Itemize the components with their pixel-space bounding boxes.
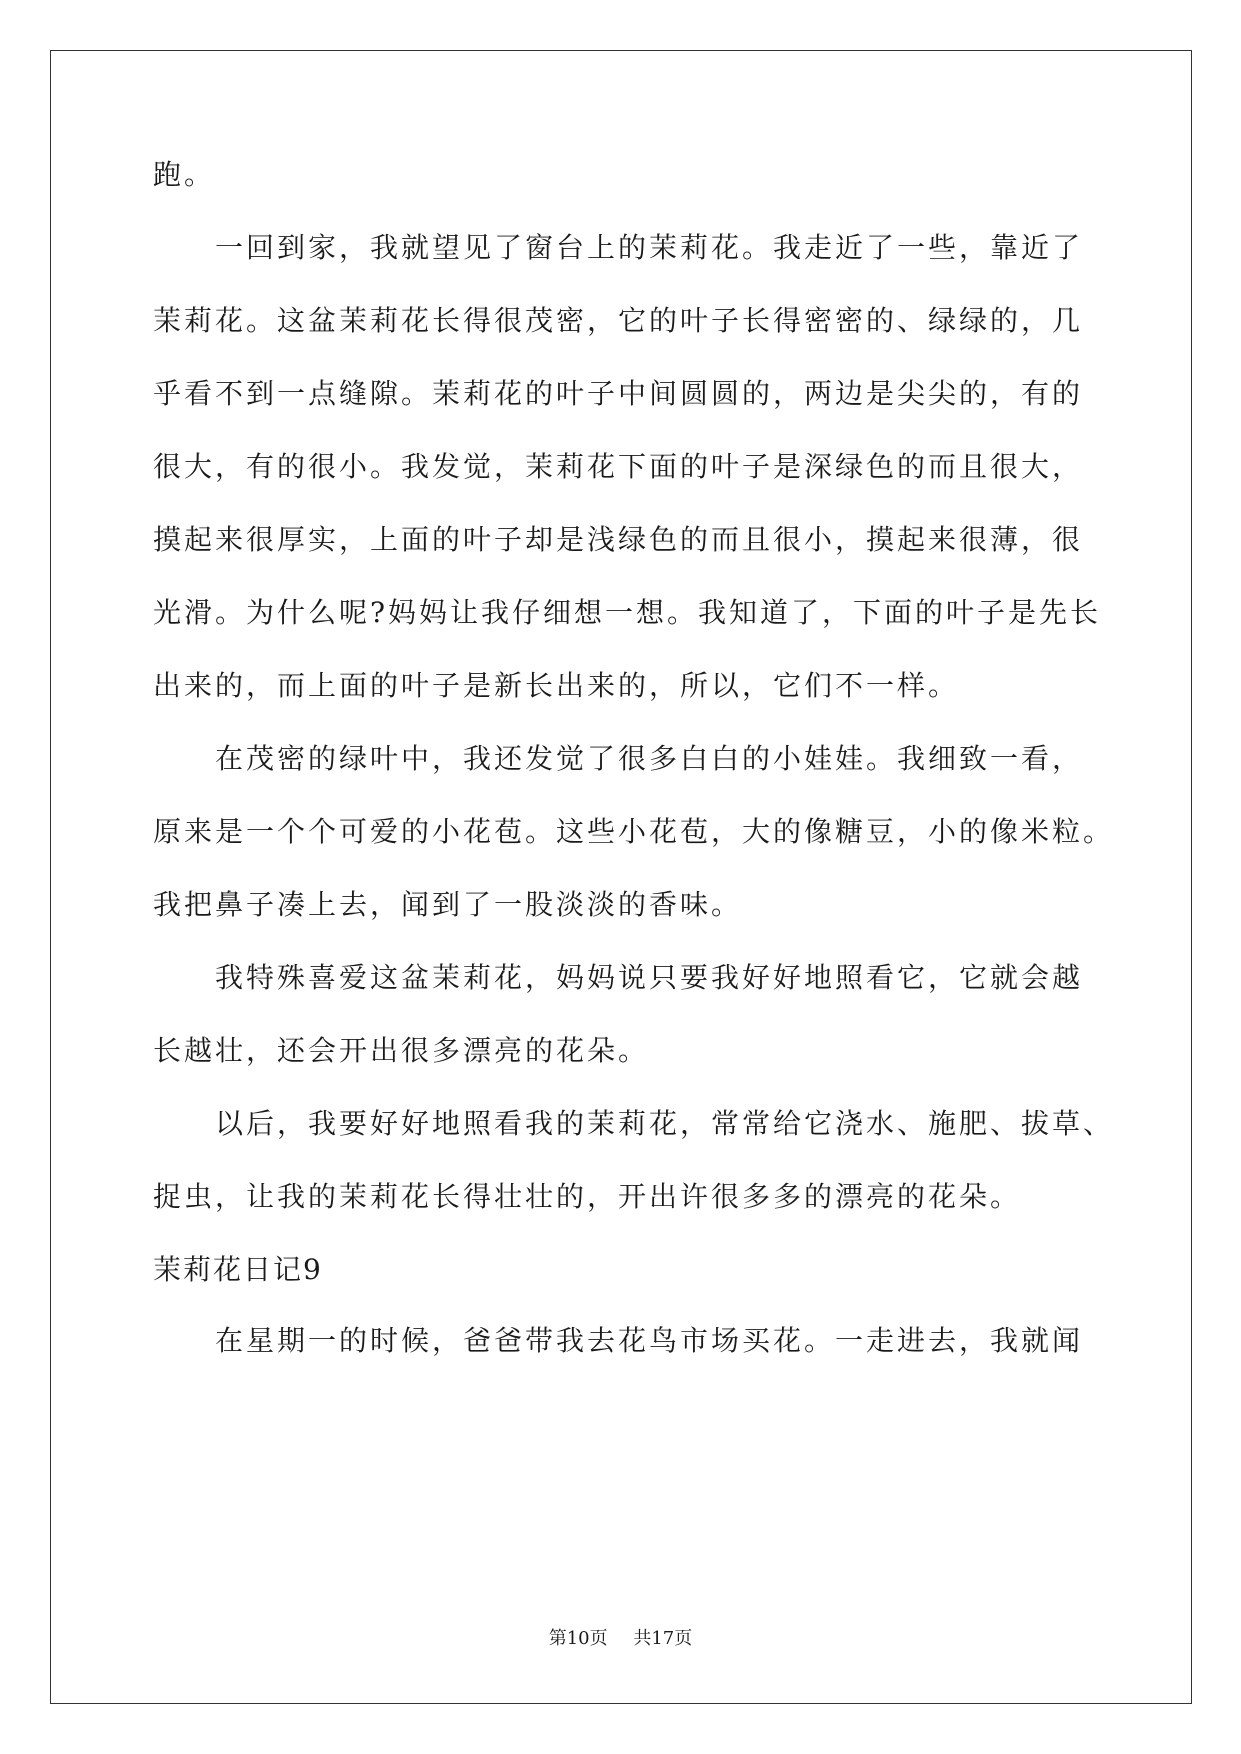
text-line: 捉虫，让我的茉莉花长得壮壮的，开出许很多多的漂亮的花朵。 xyxy=(153,1180,1022,1213)
text-line: 跑。 xyxy=(153,158,216,191)
paragraph-start: 一回到家，我就望见了窗台上的茉莉花。我走近了一些，靠近了 xyxy=(215,231,1084,264)
text-line: 出来的，而上面的叶子是新长出来的，所以，它们不一样。 xyxy=(153,669,960,702)
page-number: 第10页 xyxy=(548,1628,608,1649)
text-line: 茉莉花。这盆茉莉花长得很茂密，它的叶子长得密密的、绿绿的，几 xyxy=(153,304,1084,337)
paragraph-start: 以后，我要好好地照看我的茉莉花，常常给它浇水、施肥、拔草、 xyxy=(215,1107,1115,1140)
text-line: 原来是一个个可爱的小花苞。这些小花苞，大的像糖豆，小的像米粒。 xyxy=(153,815,1115,848)
section-heading: 茉莉花日记9 xyxy=(153,1253,323,1286)
text-line: 长越壮，还会开出很多漂亮的花朵。 xyxy=(153,1034,650,1067)
text-line: 光滑。为什么呢?妈妈让我仔细想一想。我知道了，下面的叶子是先长 xyxy=(153,596,1102,629)
text-line: 乎看不到一点缝隙。茉莉花的叶子中间圆圆的，两边是尖尖的，有的 xyxy=(153,377,1084,410)
page-border xyxy=(50,50,1192,1704)
paragraph-start: 在星期一的时候，爸爸带我去花鸟市场买花。一走进去，我就闻 xyxy=(215,1324,1084,1357)
page-footer xyxy=(0,1627,1241,1651)
page-total: 共17页 xyxy=(633,1628,693,1649)
text-line: 我把鼻子凑上去，闻到了一股淡淡的香味。 xyxy=(153,888,743,921)
paragraph-start: 在茂密的绿叶中，我还发觉了很多白白的小娃娃。我细致一看， xyxy=(215,742,1084,775)
text-line: 很大，有的很小。我发觉，茉莉花下面的叶子是深绿色的而且很大， xyxy=(153,450,1084,483)
text-line: 摸起来很厚实，上面的叶子却是浅绿色的而且很小，摸起来很薄，很 xyxy=(153,523,1084,556)
paragraph-start: 我特殊喜爱这盆茉莉花，妈妈说只要我好好地照看它，它就会越 xyxy=(215,961,1084,994)
